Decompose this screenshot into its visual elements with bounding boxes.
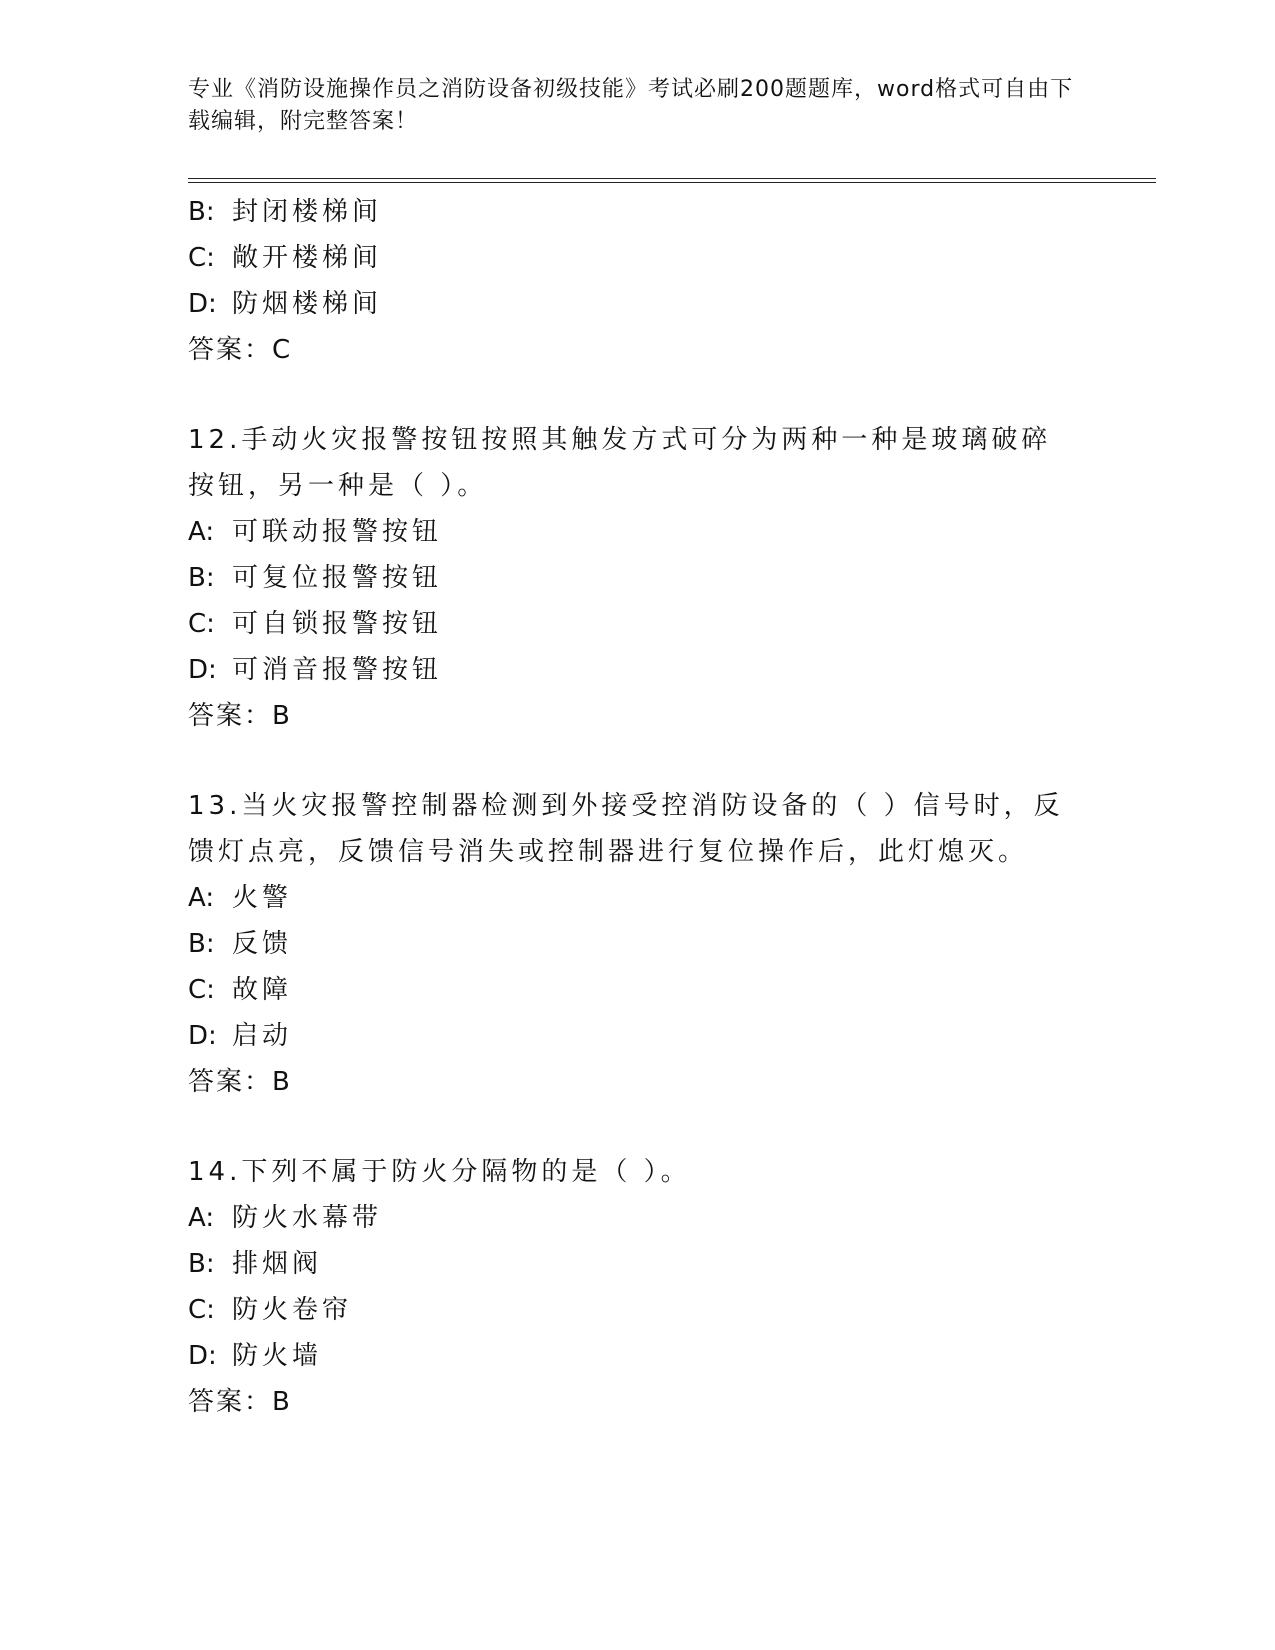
option-text: 可复位报警按钮 bbox=[232, 563, 443, 593]
option-d bbox=[188, 1013, 1088, 1059]
option-text: 可消音报警按钮 bbox=[232, 655, 443, 685]
document-header: 专业《消防设施操作员之消防设备初级技能》考试必刷200题题库，word格式可自由下载编辑，附完整答案！ bbox=[188, 77, 1074, 134]
option-text: 封闭楼梯间 bbox=[232, 197, 383, 227]
option-b bbox=[188, 1241, 1088, 1287]
question-text: 14.下列不属于防火分隔物的是（ ）。 bbox=[188, 1157, 691, 1187]
question-block bbox=[188, 783, 1088, 1105]
option-label: C: bbox=[188, 975, 215, 1005]
option-b bbox=[188, 189, 1088, 235]
option-text: 排烟阀 bbox=[232, 1249, 323, 1279]
option-label: A: bbox=[188, 1203, 215, 1233]
option-d bbox=[188, 1333, 1088, 1379]
option-label: C: bbox=[188, 1295, 215, 1325]
question-text: 12.手动火灾报警按钮按照其触发方式可分为两种一种是玻璃破碎按钮，另一种是（ ）。 bbox=[188, 425, 1052, 501]
option-label: D: bbox=[188, 289, 217, 319]
header-rule-bottom bbox=[188, 182, 1156, 183]
option-c bbox=[188, 967, 1088, 1013]
option-label: A: bbox=[188, 517, 215, 547]
option-b bbox=[188, 555, 1088, 601]
block-spacer bbox=[188, 739, 1088, 783]
option-c bbox=[188, 1287, 1088, 1333]
option-text: 可自锁报警按钮 bbox=[232, 609, 443, 639]
option-text: 火警 bbox=[232, 883, 293, 913]
option-text: 反馈 bbox=[232, 929, 293, 959]
option-text: 防火墙 bbox=[232, 1341, 323, 1371]
option-label: C: bbox=[188, 609, 215, 639]
block-spacer bbox=[188, 1105, 1088, 1149]
option-a bbox=[188, 509, 1088, 555]
option-label: D: bbox=[188, 655, 217, 685]
answer-line: 答案：C bbox=[188, 335, 293, 365]
block-spacer bbox=[188, 373, 1088, 417]
option-d bbox=[188, 281, 1088, 327]
option-label: B: bbox=[188, 563, 215, 593]
option-d bbox=[188, 647, 1088, 693]
option-label: B: bbox=[188, 1249, 215, 1279]
question-text: 13.当火灾报警控制器检测到外接受控消防设备的（ ）信号时，反馈灯点亮，反馈信号消失或控制器进行复位操作后，此灯熄灭。 bbox=[188, 791, 1064, 867]
option-text: 防火卷帘 bbox=[232, 1295, 353, 1325]
answer-line: 答案：B bbox=[188, 1067, 292, 1097]
option-a bbox=[188, 1195, 1088, 1241]
answer-line: 答案：B bbox=[188, 701, 292, 731]
option-text: 防烟楼梯间 bbox=[232, 289, 383, 319]
answer-line: 答案：B bbox=[188, 1387, 292, 1417]
option-c bbox=[188, 235, 1088, 281]
question-list bbox=[188, 189, 1088, 1425]
question-block bbox=[188, 1149, 1088, 1425]
option-c bbox=[188, 601, 1088, 647]
option-b bbox=[188, 921, 1088, 967]
option-a bbox=[188, 875, 1088, 921]
option-text: 故障 bbox=[232, 975, 293, 1005]
option-text: 可联动报警按钮 bbox=[232, 517, 443, 547]
header-rule-top bbox=[188, 178, 1156, 179]
question-block bbox=[188, 189, 1088, 373]
option-label: B: bbox=[188, 929, 215, 959]
option-label: D: bbox=[188, 1341, 217, 1371]
option-label: B: bbox=[188, 197, 215, 227]
option-text: 敞开楼梯间 bbox=[232, 243, 383, 273]
option-text: 启动 bbox=[232, 1021, 293, 1051]
option-label: D: bbox=[188, 1021, 217, 1051]
option-label: A: bbox=[188, 883, 215, 913]
question-block bbox=[188, 417, 1088, 739]
option-label: C: bbox=[188, 243, 215, 273]
option-text: 防火水幕带 bbox=[232, 1203, 383, 1233]
